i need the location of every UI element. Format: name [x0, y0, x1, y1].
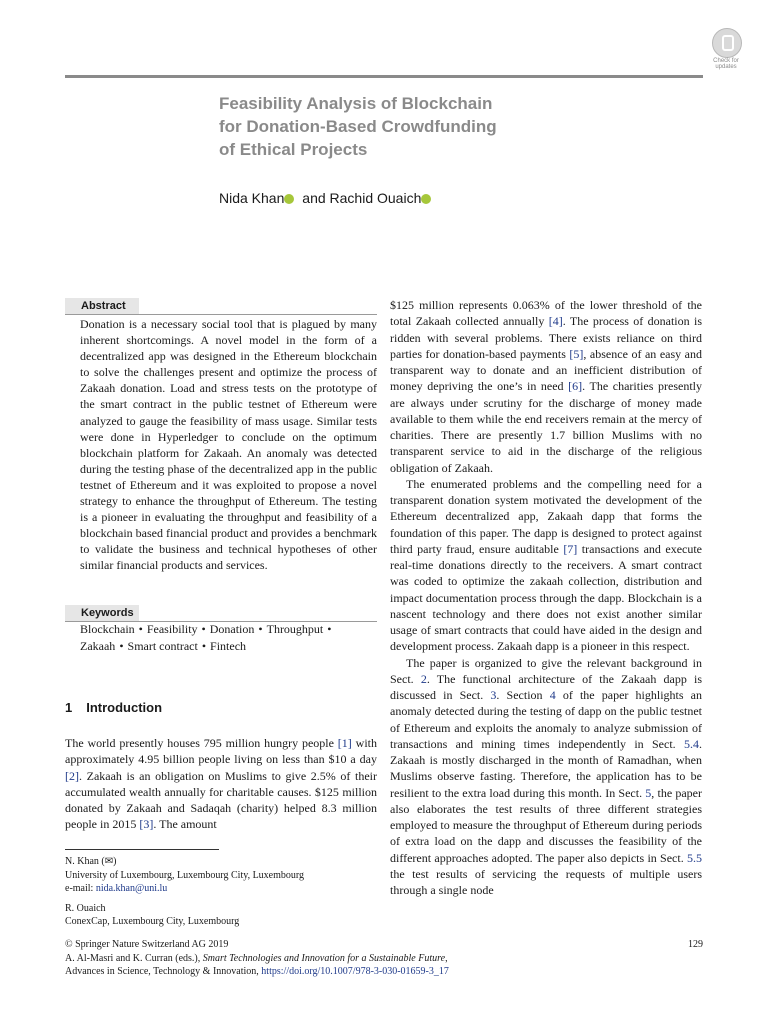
- footnote-rule: [65, 849, 219, 850]
- paragraph: The enumerated problems and the compelling need for a transparent donation system motivated the development of the Ethereum decentralized app, Zakaah dapp that forms the foundation of this paper. The dapp is designed to protect against third party fraud, ensure auditable [7] transactions and execute real-time donations directly to the receivers. A smart contract was coded to optimize the zakaah collection, distribution and impact documentation process through the dapp. Blockchain is a nascent technology and there does not exist another similar usage of smart contracts that could have aided in the design and development process. Zakaah dapp is a pioneer in this respect.: [390, 476, 703, 654]
- top-rule: [65, 75, 703, 78]
- author-2: Rachid Ouaich: [329, 190, 422, 206]
- check-updates-icon: [712, 28, 742, 58]
- paragraph: $125 million represents 0.063% of the lower threshold of the total Zakaah collected annually [4]. The process of donation is ridden with several problems. There exists reliance on third parties for donation-based payments [5], absence of an easy and transparent way to donate and an inefficient distribution of money depriving the one’s in need [6]. The charities presently are always under scrutiny for the discharge of money made available to them while the end receivers remain at the mercy of charities. There are presently 1.7 billion Muslims with no transparent service to aid in the discharge of the religious obligation of Zakaah.: [390, 298, 703, 475]
- publication-info: © Springer Nature Switzerland AG 2019 A. Al-Masri and K. Curran (eds.), Smart Technologies and Innovation for a Sustainable Future, Advances in Science, Technology & Innovation, https://doi.org/10.1007/978-3-030-01659-3_17 129: [65, 939, 703, 977]
- section-link[interactable]: 5: [645, 785, 652, 800]
- paragraph: The paper is organized to give the relevant background in Sect. 2. The functional architecture of the Zakaah dapp is discussed in Sect. 3. Section 4 of the paper highlights an anomaly detected during the testing of dapp on the public testnet of Ethereum and exploits the anomaly to analyze submission of transactions and mining times independently in Sect. 5.4. Zakaah is mostly discharged in the month of Ramadhan, when Muslims observe fasting. Therefore, the application has to be resilient to the extra load during this month. In Sect. 5, the paper also elaborates the test results of three different strategies employed to measure the throughput of Ethereum during periods of extra load on the dapp and discusses the feasibility of the different approaches adopted. The paper also depicts in Sect. 5.5 the test results of servicing the requests of multiple users through a single node: [390, 655, 703, 897]
- section-heading: 1 Introduction: [65, 700, 163, 715]
- author-list: Nida Khan and Rachid Ouaich: [219, 190, 435, 206]
- section-link[interactable]: 5.5: [687, 850, 702, 865]
- section-link[interactable]: 4: [549, 688, 556, 702]
- right-column: [390, 297, 702, 898]
- citation-link[interactable]: [1]: [337, 736, 352, 750]
- keywords-list: Blockchain • Feasibility • Donation • Throughput • Zakaah • Smart contract • Fintech: [80, 622, 332, 653]
- abstract-label: Abstract: [65, 298, 139, 314]
- author-affiliations: N. Khan (✉) University of Luxembourg, Luxembourg City, Luxembourg e-mail: nida.khan@uni.lu R. Ouaich ConexCap, Luxembourg City, Luxembourg: [65, 856, 305, 927]
- badge-line-1: Check for: [713, 58, 739, 64]
- abstract-text: Donation is a necessary social tool that is plagued by many inherent shortcomings. A novel model in the form of a decentralized app was designed in the Ethereum blockchain to solve the challenges present and optimize the process of Zakaah donation. Load and stress tests on the prototype of the smart contract in the public testnet of Ethereum were analyzed to gauge the feasibility of mass usage. Similar tests were done in Hyperledger to conclude on the optimum blockchain platform for Zakaah. An anomaly was detected during the testing phase of the decentralized app in the public testnet of Ethereum and it was exploited to propose a novel strategy to enhance the throughput of Ethereum. The testing is a pioneer in evaluating the throughput and feasibility of a blockchain based financial product and provides a benchmark to validate the business and technical hypotheses of other similar financial products and services.: [80, 317, 377, 573]
- badge-line-2: updates: [715, 64, 737, 70]
- citation-link[interactable]: [2]: [65, 768, 79, 783]
- citation-link[interactable]: [5]: [569, 346, 584, 361]
- check-for-updates-badge[interactable]: [704, 28, 748, 72]
- citation-link[interactable]: [7]: [563, 541, 578, 556]
- abstract-rule: [65, 314, 377, 315]
- section-link[interactable]: 5.4: [684, 736, 699, 751]
- citation-link[interactable]: [4]: [548, 314, 563, 329]
- keywords-label: Keywords: [65, 605, 139, 621]
- orcid-icon[interactable]: [284, 194, 294, 204]
- page-number: 129: [688, 939, 703, 950]
- section-link[interactable]: 2: [420, 671, 427, 686]
- citation-link[interactable]: [3]: [139, 817, 154, 832]
- section-link[interactable]: 3: [490, 688, 497, 702]
- book-title: Smart Technologies and Innovation for a Sustainable Future: [202, 952, 446, 964]
- orcid-icon[interactable]: [421, 194, 431, 204]
- doi-link[interactable]: https://doi.org/10.1007/978-3-030-01659-3_17: [261, 966, 449, 977]
- citation-link[interactable]: [6]: [568, 379, 583, 394]
- paper-title: Feasibility Analysis of Blockchain for Donation-Based Crowdfunding of Ethical Projects: [219, 94, 497, 159]
- author-1: Nida Khan: [219, 190, 285, 206]
- intro-paragraph: The world presently houses 795 million hungry people [1] with approximately 4.95 billion people living on less than $10 a day [2]. Zakaah is an obligation on Muslims to give 2.5% of their accumulated wealth annually for charitable causes. $125 million donated by Zakaah and Sadaqah (charity) helped 8.3 million people in 2015 [3]. The amount: [65, 736, 377, 832]
- email-link[interactable]: nida.khan@uni.lu: [95, 883, 168, 894]
